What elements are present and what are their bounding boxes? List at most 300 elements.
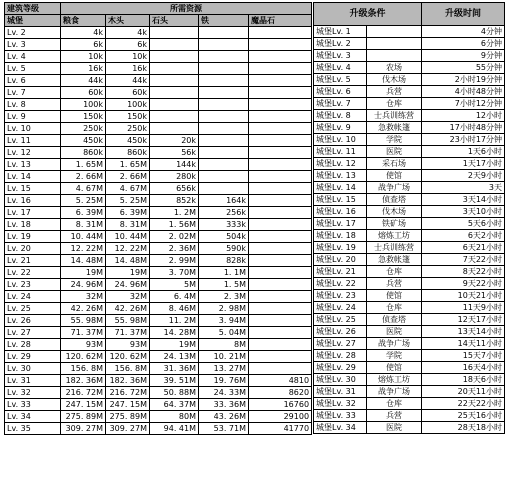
- table-row: [314, 338, 505, 350]
- level-cell: Lv. 4: [5, 51, 61, 63]
- food-cell: 120. 62M: [61, 351, 106, 363]
- table-row: [5, 231, 312, 243]
- food-cell: 12. 22M: [61, 243, 106, 255]
- iron-cell: 256k: [199, 207, 249, 219]
- crystal-cell: 8620: [249, 387, 312, 399]
- upgrade-time-cell: 23小时17分钟: [422, 134, 505, 146]
- food-cell: 1. 65M: [61, 159, 106, 171]
- required-level-cell: 城堡Lv. 15: [314, 194, 367, 206]
- crystal-cell: [249, 99, 312, 111]
- stone-cell: [150, 51, 199, 63]
- upgrade-time-cell: 12天17小时: [422, 314, 505, 326]
- level-cell: Lv. 26: [5, 315, 61, 327]
- wood-cell: 156. 8M: [106, 363, 150, 375]
- upgrade-time-cell: 7天22小时: [422, 254, 505, 266]
- wood-cell: 12. 22M: [106, 243, 150, 255]
- iron-cell: 1. 5M: [199, 279, 249, 291]
- wood-cell: 4k: [106, 27, 150, 39]
- iron-cell: [199, 87, 249, 99]
- upgrade-time-cell: 6天2小时: [422, 230, 505, 242]
- table-row: [314, 98, 505, 110]
- food-cell: 16k: [61, 63, 106, 75]
- level-cell: Lv. 25: [5, 303, 61, 315]
- required-building-cell: 使馆: [367, 362, 422, 374]
- iron-cell: [199, 159, 249, 171]
- condition-header: 升级条件: [314, 3, 422, 26]
- level-cell: Lv. 21: [5, 255, 61, 267]
- crystal-cell: [249, 303, 312, 315]
- level-cell: Lv. 7: [5, 87, 61, 99]
- required-building-cell: 采石场: [367, 158, 422, 170]
- iron-cell: [199, 135, 249, 147]
- food-cell: 216. 72M: [61, 387, 106, 399]
- iron-cell: 504k: [199, 231, 249, 243]
- level-cell: Lv. 17: [5, 207, 61, 219]
- required-building-cell: 战争广场: [367, 338, 422, 350]
- level-cell: Lv. 27: [5, 327, 61, 339]
- upgrade-time-cell: 9天22小时: [422, 278, 505, 290]
- table-row: [314, 302, 505, 314]
- food-cell: 93M: [61, 339, 106, 351]
- food-cell: 860k: [61, 147, 106, 159]
- iron-cell: [199, 123, 249, 135]
- resource-table: [4, 2, 312, 435]
- food-col-header: 粮食: [61, 15, 106, 27]
- table-row: [5, 63, 312, 75]
- required-building-cell: 兵营: [367, 410, 422, 422]
- upgrade-time-cell: 2小时19分钟: [422, 74, 505, 86]
- wood-cell: 450k: [106, 135, 150, 147]
- crystal-cell: [249, 315, 312, 327]
- table-row: [5, 279, 312, 291]
- table-row: [5, 135, 312, 147]
- table-row: [314, 86, 505, 98]
- food-cell: 5. 25M: [61, 195, 106, 207]
- food-cell: 24. 96M: [61, 279, 106, 291]
- table-row: [5, 243, 312, 255]
- table-row: [314, 374, 505, 386]
- crystal-cell: [249, 327, 312, 339]
- upgrade-time-cell: 28天18小时: [422, 422, 505, 434]
- table-row: [5, 111, 312, 123]
- stone-cell: 20k: [150, 135, 199, 147]
- required-building-cell: 学院: [367, 350, 422, 362]
- level-cell: Lv. 30: [5, 363, 61, 375]
- food-cell: 60k: [61, 87, 106, 99]
- food-cell: 275. 89M: [61, 411, 106, 423]
- stone-cell: 2. 99M: [150, 255, 199, 267]
- table-row: [5, 51, 312, 63]
- required-level-cell: 城堡Lv. 10: [314, 134, 367, 146]
- required-level-cell: 城堡Lv. 13: [314, 170, 367, 182]
- upgrade-time-cell: 55分钟: [422, 62, 505, 74]
- upgrade-time-cell: 17小时48分钟: [422, 122, 505, 134]
- food-cell: 100k: [61, 99, 106, 111]
- table-row: [5, 147, 312, 159]
- stone-cell: [150, 39, 199, 51]
- stone-cell: 6. 4M: [150, 291, 199, 303]
- level-cell: Lv. 2: [5, 27, 61, 39]
- wood-cell: 55. 98M: [106, 315, 150, 327]
- level-cell: Lv. 3: [5, 39, 61, 51]
- table-row: [314, 218, 505, 230]
- food-cell: 2. 66M: [61, 171, 106, 183]
- upgrade-time-cell: 15天7小时: [422, 350, 505, 362]
- level-cell: Lv. 10: [5, 123, 61, 135]
- wood-cell: 150k: [106, 111, 150, 123]
- iron-cell: 10. 21M: [199, 351, 249, 363]
- required-level-cell: 城堡Lv. 26: [314, 326, 367, 338]
- required-building-cell: 医院: [367, 146, 422, 158]
- iron-cell: 164k: [199, 195, 249, 207]
- required-building-cell: [367, 38, 422, 50]
- table-row: [314, 386, 505, 398]
- wood-cell: 309. 27M: [106, 423, 150, 435]
- iron-cell: 333k: [199, 219, 249, 231]
- food-cell: 4k: [61, 27, 106, 39]
- required-level-cell: 城堡Lv. 20: [314, 254, 367, 266]
- level-title-header: 建筑等级: [5, 3, 61, 15]
- table-row: [314, 422, 505, 434]
- upgrade-time-cell: 1天6小时: [422, 146, 505, 158]
- stone-cell: 31. 36M: [150, 363, 199, 375]
- table-row: [5, 207, 312, 219]
- required-building-cell: [367, 50, 422, 62]
- crystal-cell: 41770: [249, 423, 312, 435]
- stone-cell: 39. 51M: [150, 375, 199, 387]
- table-row: [314, 62, 505, 74]
- table-row: [314, 362, 505, 374]
- food-cell: 14. 48M: [61, 255, 106, 267]
- required-level-cell: 城堡Lv. 29: [314, 362, 367, 374]
- table-row: [5, 99, 312, 111]
- wood-cell: 216. 72M: [106, 387, 150, 399]
- table-row: [5, 315, 312, 327]
- stone-cell: 2. 02M: [150, 231, 199, 243]
- iron-cell: 33. 36M: [199, 399, 249, 411]
- level-cell: Lv. 35: [5, 423, 61, 435]
- required-building-cell: 伐木场: [367, 206, 422, 218]
- required-level-cell: 城堡Lv. 8: [314, 110, 367, 122]
- iron-cell: 19. 76M: [199, 375, 249, 387]
- required-level-cell: 城堡Lv. 24: [314, 302, 367, 314]
- level-cell: Lv. 5: [5, 63, 61, 75]
- stone-cell: 2. 36M: [150, 243, 199, 255]
- table-row: [314, 74, 505, 86]
- iron-cell: [199, 111, 249, 123]
- table-row: [5, 375, 312, 387]
- iron-cell: 1. 1M: [199, 267, 249, 279]
- iron-cell: [199, 99, 249, 111]
- table-row: [314, 158, 505, 170]
- table-row: [5, 75, 312, 87]
- required-level-cell: 城堡Lv. 11: [314, 146, 367, 158]
- stone-cell: [150, 63, 199, 75]
- crystal-cell: [249, 87, 312, 99]
- upgrade-time-cell: 11天9小时: [422, 302, 505, 314]
- level-cell: Lv. 29: [5, 351, 61, 363]
- crystal-cell: [249, 159, 312, 171]
- level-cell: Lv. 31: [5, 375, 61, 387]
- iron-cell: 53. 71M: [199, 423, 249, 435]
- iron-cell: 24. 33M: [199, 387, 249, 399]
- required-level-cell: 城堡Lv. 14: [314, 182, 367, 194]
- level-cell: Lv. 11: [5, 135, 61, 147]
- food-cell: 150k: [61, 111, 106, 123]
- wood-cell: 4. 67M: [106, 183, 150, 195]
- upgrade-table: [313, 2, 505, 434]
- stone-cell: [150, 75, 199, 87]
- wood-cell: 1. 65M: [106, 159, 150, 171]
- required-level-cell: 城堡Lv. 25: [314, 314, 367, 326]
- iron-cell: [199, 171, 249, 183]
- required-building-cell: 医院: [367, 326, 422, 338]
- wood-cell: 24. 96M: [106, 279, 150, 291]
- stone-cell: 1. 56M: [150, 219, 199, 231]
- table-row: [314, 122, 505, 134]
- food-cell: 71. 37M: [61, 327, 106, 339]
- required-building-cell: [367, 26, 422, 38]
- table-row: [314, 266, 505, 278]
- crystal-cell: [249, 111, 312, 123]
- level-cell: Lv. 8: [5, 99, 61, 111]
- required-level-cell: 城堡Lv. 3: [314, 50, 367, 62]
- upgrade-time-cell: 18天6小时: [422, 374, 505, 386]
- food-cell: 250k: [61, 123, 106, 135]
- required-building-cell: 战争广场: [367, 386, 422, 398]
- stone-cell: 1. 2M: [150, 207, 199, 219]
- crystal-cell: [249, 147, 312, 159]
- stone-cell: [150, 27, 199, 39]
- wood-cell: 8. 31M: [106, 219, 150, 231]
- upgrade-time-cell: 4小时48分钟: [422, 86, 505, 98]
- required-building-cell: 急救帐篷: [367, 122, 422, 134]
- crystal-cell: [249, 183, 312, 195]
- upgrade-time-cell: 3天14小时: [422, 194, 505, 206]
- stone-cell: 14. 28M: [150, 327, 199, 339]
- upgrade-time-cell: 10天21小时: [422, 290, 505, 302]
- required-level-cell: 城堡Lv. 23: [314, 290, 367, 302]
- stone-cell: [150, 99, 199, 111]
- iron-cell: 2. 98M: [199, 303, 249, 315]
- table-row: [5, 27, 312, 39]
- required-building-cell: 急救帐篷: [367, 254, 422, 266]
- table-row: [314, 206, 505, 218]
- wood-cell: 10k: [106, 51, 150, 63]
- required-building-cell: 侦查塔: [367, 194, 422, 206]
- crystal-cell: 16760: [249, 399, 312, 411]
- upgrade-time-cell: 3天10小时: [422, 206, 505, 218]
- food-cell: 309. 27M: [61, 423, 106, 435]
- table-row: [314, 50, 505, 62]
- iron-cell: 5. 04M: [199, 327, 249, 339]
- iron-cell: 3. 94M: [199, 315, 249, 327]
- required-building-cell: 仓库: [367, 302, 422, 314]
- wood-cell: 100k: [106, 99, 150, 111]
- table-row: [314, 170, 505, 182]
- iron-cell: [199, 147, 249, 159]
- stone-cell: 280k: [150, 171, 199, 183]
- crystal-cell: [249, 339, 312, 351]
- table-row: [314, 110, 505, 122]
- crystal-cell: [249, 171, 312, 183]
- food-cell: 44k: [61, 75, 106, 87]
- iron-cell: [199, 183, 249, 195]
- wood-cell: 120. 62M: [106, 351, 150, 363]
- table-row: [5, 123, 312, 135]
- required-building-cell: 医院: [367, 422, 422, 434]
- level-cell: Lv. 14: [5, 171, 61, 183]
- wood-cell: 19M: [106, 267, 150, 279]
- crystal-col-header: 魔晶石: [249, 15, 312, 27]
- required-level-cell: 城堡Lv. 28: [314, 350, 367, 362]
- table-row: [5, 183, 312, 195]
- required-level-cell: 城堡Lv. 1: [314, 26, 367, 38]
- required-level-cell: 城堡Lv. 22: [314, 278, 367, 290]
- level-cell: Lv. 22: [5, 267, 61, 279]
- level-cell: Lv. 33: [5, 399, 61, 411]
- table-row: [5, 267, 312, 279]
- table-row: [5, 255, 312, 267]
- level-cell: Lv. 24: [5, 291, 61, 303]
- iron-cell: [199, 51, 249, 63]
- upgrade-time-cell: 4分钟: [422, 26, 505, 38]
- crystal-cell: 4810: [249, 375, 312, 387]
- table-row: [314, 242, 505, 254]
- crystal-cell: [249, 63, 312, 75]
- crystal-cell: [249, 363, 312, 375]
- upgrade-time-cell: 1天17小时: [422, 158, 505, 170]
- level-col-header: 城堡: [5, 15, 61, 27]
- table-row: [5, 195, 312, 207]
- level-cell: Lv. 13: [5, 159, 61, 171]
- table-row: [314, 134, 505, 146]
- stone-cell: 80M: [150, 411, 199, 423]
- table-row: [5, 303, 312, 315]
- required-building-cell: 铁矿场: [367, 218, 422, 230]
- crystal-cell: [249, 267, 312, 279]
- level-cell: Lv. 16: [5, 195, 61, 207]
- level-cell: Lv. 9: [5, 111, 61, 123]
- crystal-cell: [249, 123, 312, 135]
- food-cell: 247. 15M: [61, 399, 106, 411]
- upgrade-time-cell: 2天9小时: [422, 170, 505, 182]
- table-row: [314, 350, 505, 362]
- crystal-cell: [249, 231, 312, 243]
- food-cell: 10. 44M: [61, 231, 106, 243]
- table-row: [5, 87, 312, 99]
- required-level-cell: 城堡Lv. 5: [314, 74, 367, 86]
- wood-cell: 42. 26M: [106, 303, 150, 315]
- stone-cell: 94. 41M: [150, 423, 199, 435]
- wood-col-header: 木头: [106, 15, 150, 27]
- stone-cell: 56k: [150, 147, 199, 159]
- iron-cell: 8M: [199, 339, 249, 351]
- stone-cell: 50. 88M: [150, 387, 199, 399]
- required-building-cell: 熔炼工坊: [367, 374, 422, 386]
- table-row: [5, 423, 312, 435]
- table-row: [5, 159, 312, 171]
- stone-cell: [150, 123, 199, 135]
- table-row: [5, 291, 312, 303]
- food-cell: 8. 31M: [61, 219, 106, 231]
- upgrade-time-cell: 5天6小时: [422, 218, 505, 230]
- required-level-cell: 城堡Lv. 2: [314, 38, 367, 50]
- required-building-cell: 仓库: [367, 98, 422, 110]
- upgrade-time-cell: 3天: [422, 182, 505, 194]
- stone-col-header: 石头: [150, 15, 199, 27]
- stone-cell: 656k: [150, 183, 199, 195]
- level-cell: Lv. 12: [5, 147, 61, 159]
- wood-cell: 71. 37M: [106, 327, 150, 339]
- table-row: [5, 339, 312, 351]
- crystal-cell: [249, 243, 312, 255]
- wood-cell: 2. 66M: [106, 171, 150, 183]
- wood-cell: 32M: [106, 291, 150, 303]
- food-cell: 156. 8M: [61, 363, 106, 375]
- upgrade-time-cell: 20天11小时: [422, 386, 505, 398]
- level-cell: Lv. 20: [5, 243, 61, 255]
- required-building-cell: 伐木场: [367, 74, 422, 86]
- level-cell: Lv. 32: [5, 387, 61, 399]
- required-building-cell: 仓库: [367, 398, 422, 410]
- wood-cell: 44k: [106, 75, 150, 87]
- wood-cell: 14. 48M: [106, 255, 150, 267]
- table-row: [5, 399, 312, 411]
- upgrade-time-cell: 7小时12分钟: [422, 98, 505, 110]
- food-cell: 32M: [61, 291, 106, 303]
- iron-cell: [199, 39, 249, 51]
- level-cell: Lv. 28: [5, 339, 61, 351]
- required-building-cell: 熔炼工坊: [367, 230, 422, 242]
- wood-cell: 60k: [106, 87, 150, 99]
- stone-cell: 5M: [150, 279, 199, 291]
- level-cell: Lv. 23: [5, 279, 61, 291]
- required-level-cell: 城堡Lv. 17: [314, 218, 367, 230]
- wood-cell: 275. 89M: [106, 411, 150, 423]
- level-cell: Lv. 34: [5, 411, 61, 423]
- required-building-cell: 士兵训练营: [367, 110, 422, 122]
- stone-cell: 852k: [150, 195, 199, 207]
- required-level-cell: 城堡Lv. 33: [314, 410, 367, 422]
- table-row: [314, 146, 505, 158]
- food-cell: 6k: [61, 39, 106, 51]
- iron-cell: 13. 27M: [199, 363, 249, 375]
- required-building-cell: 侦查塔: [367, 314, 422, 326]
- iron-cell: [199, 27, 249, 39]
- iron-col-header: 铁: [199, 15, 249, 27]
- required-level-cell: 城堡Lv. 12: [314, 158, 367, 170]
- crystal-cell: [249, 75, 312, 87]
- required-level-cell: 城堡Lv. 18: [314, 230, 367, 242]
- required-building-cell: 兵营: [367, 278, 422, 290]
- upgrade-time-cell: 8天22小时: [422, 266, 505, 278]
- crystal-cell: [249, 279, 312, 291]
- required-building-cell: 仓库: [367, 266, 422, 278]
- stone-cell: 3. 70M: [150, 267, 199, 279]
- required-building-cell: 士兵训练营: [367, 242, 422, 254]
- upgrade-time-cell: 16天4小时: [422, 362, 505, 374]
- stone-cell: 24. 13M: [150, 351, 199, 363]
- crystal-cell: 29100: [249, 411, 312, 423]
- wood-cell: 93M: [106, 339, 150, 351]
- crystal-cell: [249, 351, 312, 363]
- required-level-cell: 城堡Lv. 21: [314, 266, 367, 278]
- upgrade-time-cell: 12小时: [422, 110, 505, 122]
- table-row: [314, 182, 505, 194]
- table-row: [314, 290, 505, 302]
- table-row: [314, 326, 505, 338]
